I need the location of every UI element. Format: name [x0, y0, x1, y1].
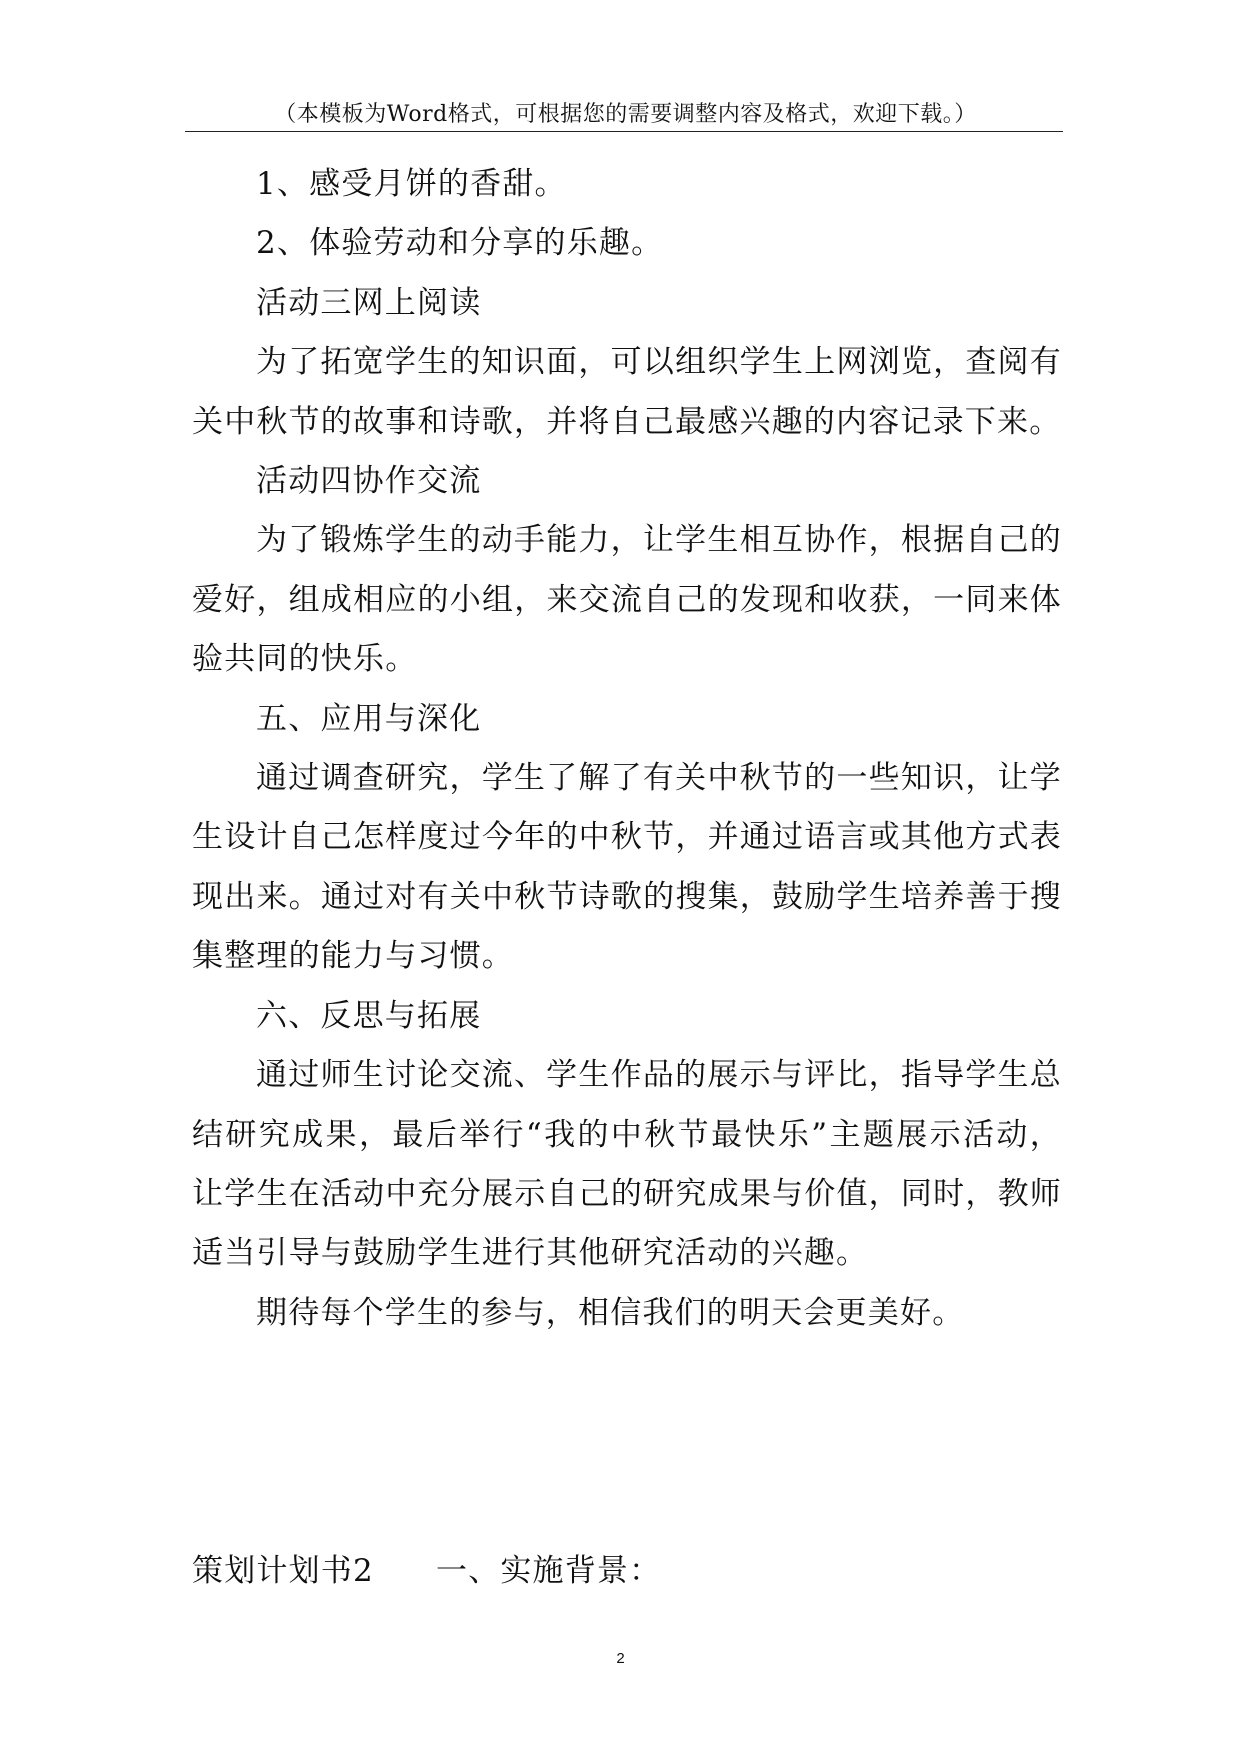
header-note: （本模板为Word格式，可根据您的需要调整内容及格式，欢迎下载。）	[274, 102, 977, 127]
plan-title-line	[192, 1542, 661, 1601]
paragraph-section-6: 通过师生讨论交流、学生作品的展示与评比，指导学生总结研究成果，最后举行“我的中秋节最快乐”主题展示活动，让学生在活动中充分展示自己的研究成果与价值，同时，教师适当引导与鼓励学生进行其他研究活动的兴趣。	[192, 1057, 1062, 1272]
paragraph-activity-3: 为了拓宽学生的知识面，可以组织学生上网浏览，查阅有关中秋节的故事和诗歌，并将自己最感兴趣的内容记录下来。	[192, 344, 1062, 440]
section-heading-5: 五、应用与深化	[256, 700, 482, 737]
plan-title: 策划计划书2	[192, 1553, 374, 1589]
paragraph-activity-4: 为了锻炼学生的动手能力，让学生相互协作，根据自己的爱好，组成相应的小组，来交流自己的发现和收获，一同来体验共同的快乐。	[192, 522, 1062, 678]
section-heading-activity-4: 活动四协作交流	[256, 463, 482, 500]
paragraph-1: 1、感受月饼的香甜。	[256, 166, 567, 202]
paragraph-section-5: 通过调查研究，学生了解了有关中秋节的一些知识，让学生设计自己怎样度过今年的中秋节，并通过语言或其他方式表现出来。通过对有关中秋节诗歌的搜集，鼓励学生培养善于搜集整理的能力与习惯。	[192, 760, 1062, 975]
section-heading-activity-3: 活动三网上阅读	[256, 284, 482, 321]
section-heading-background: 一、实施背景：	[435, 1553, 662, 1589]
paragraph-2: 2、体验劳动和分享的乐趣。	[256, 225, 664, 262]
header-divider	[185, 131, 1063, 132]
page-number: 2	[616, 1650, 625, 1667]
paragraph-closing: 期待每个学生的参与，相信我们的明天会更美好。	[256, 1294, 965, 1331]
document-body	[192, 155, 1062, 1343]
section-heading-6: 六、反思与拓展	[256, 997, 482, 1034]
